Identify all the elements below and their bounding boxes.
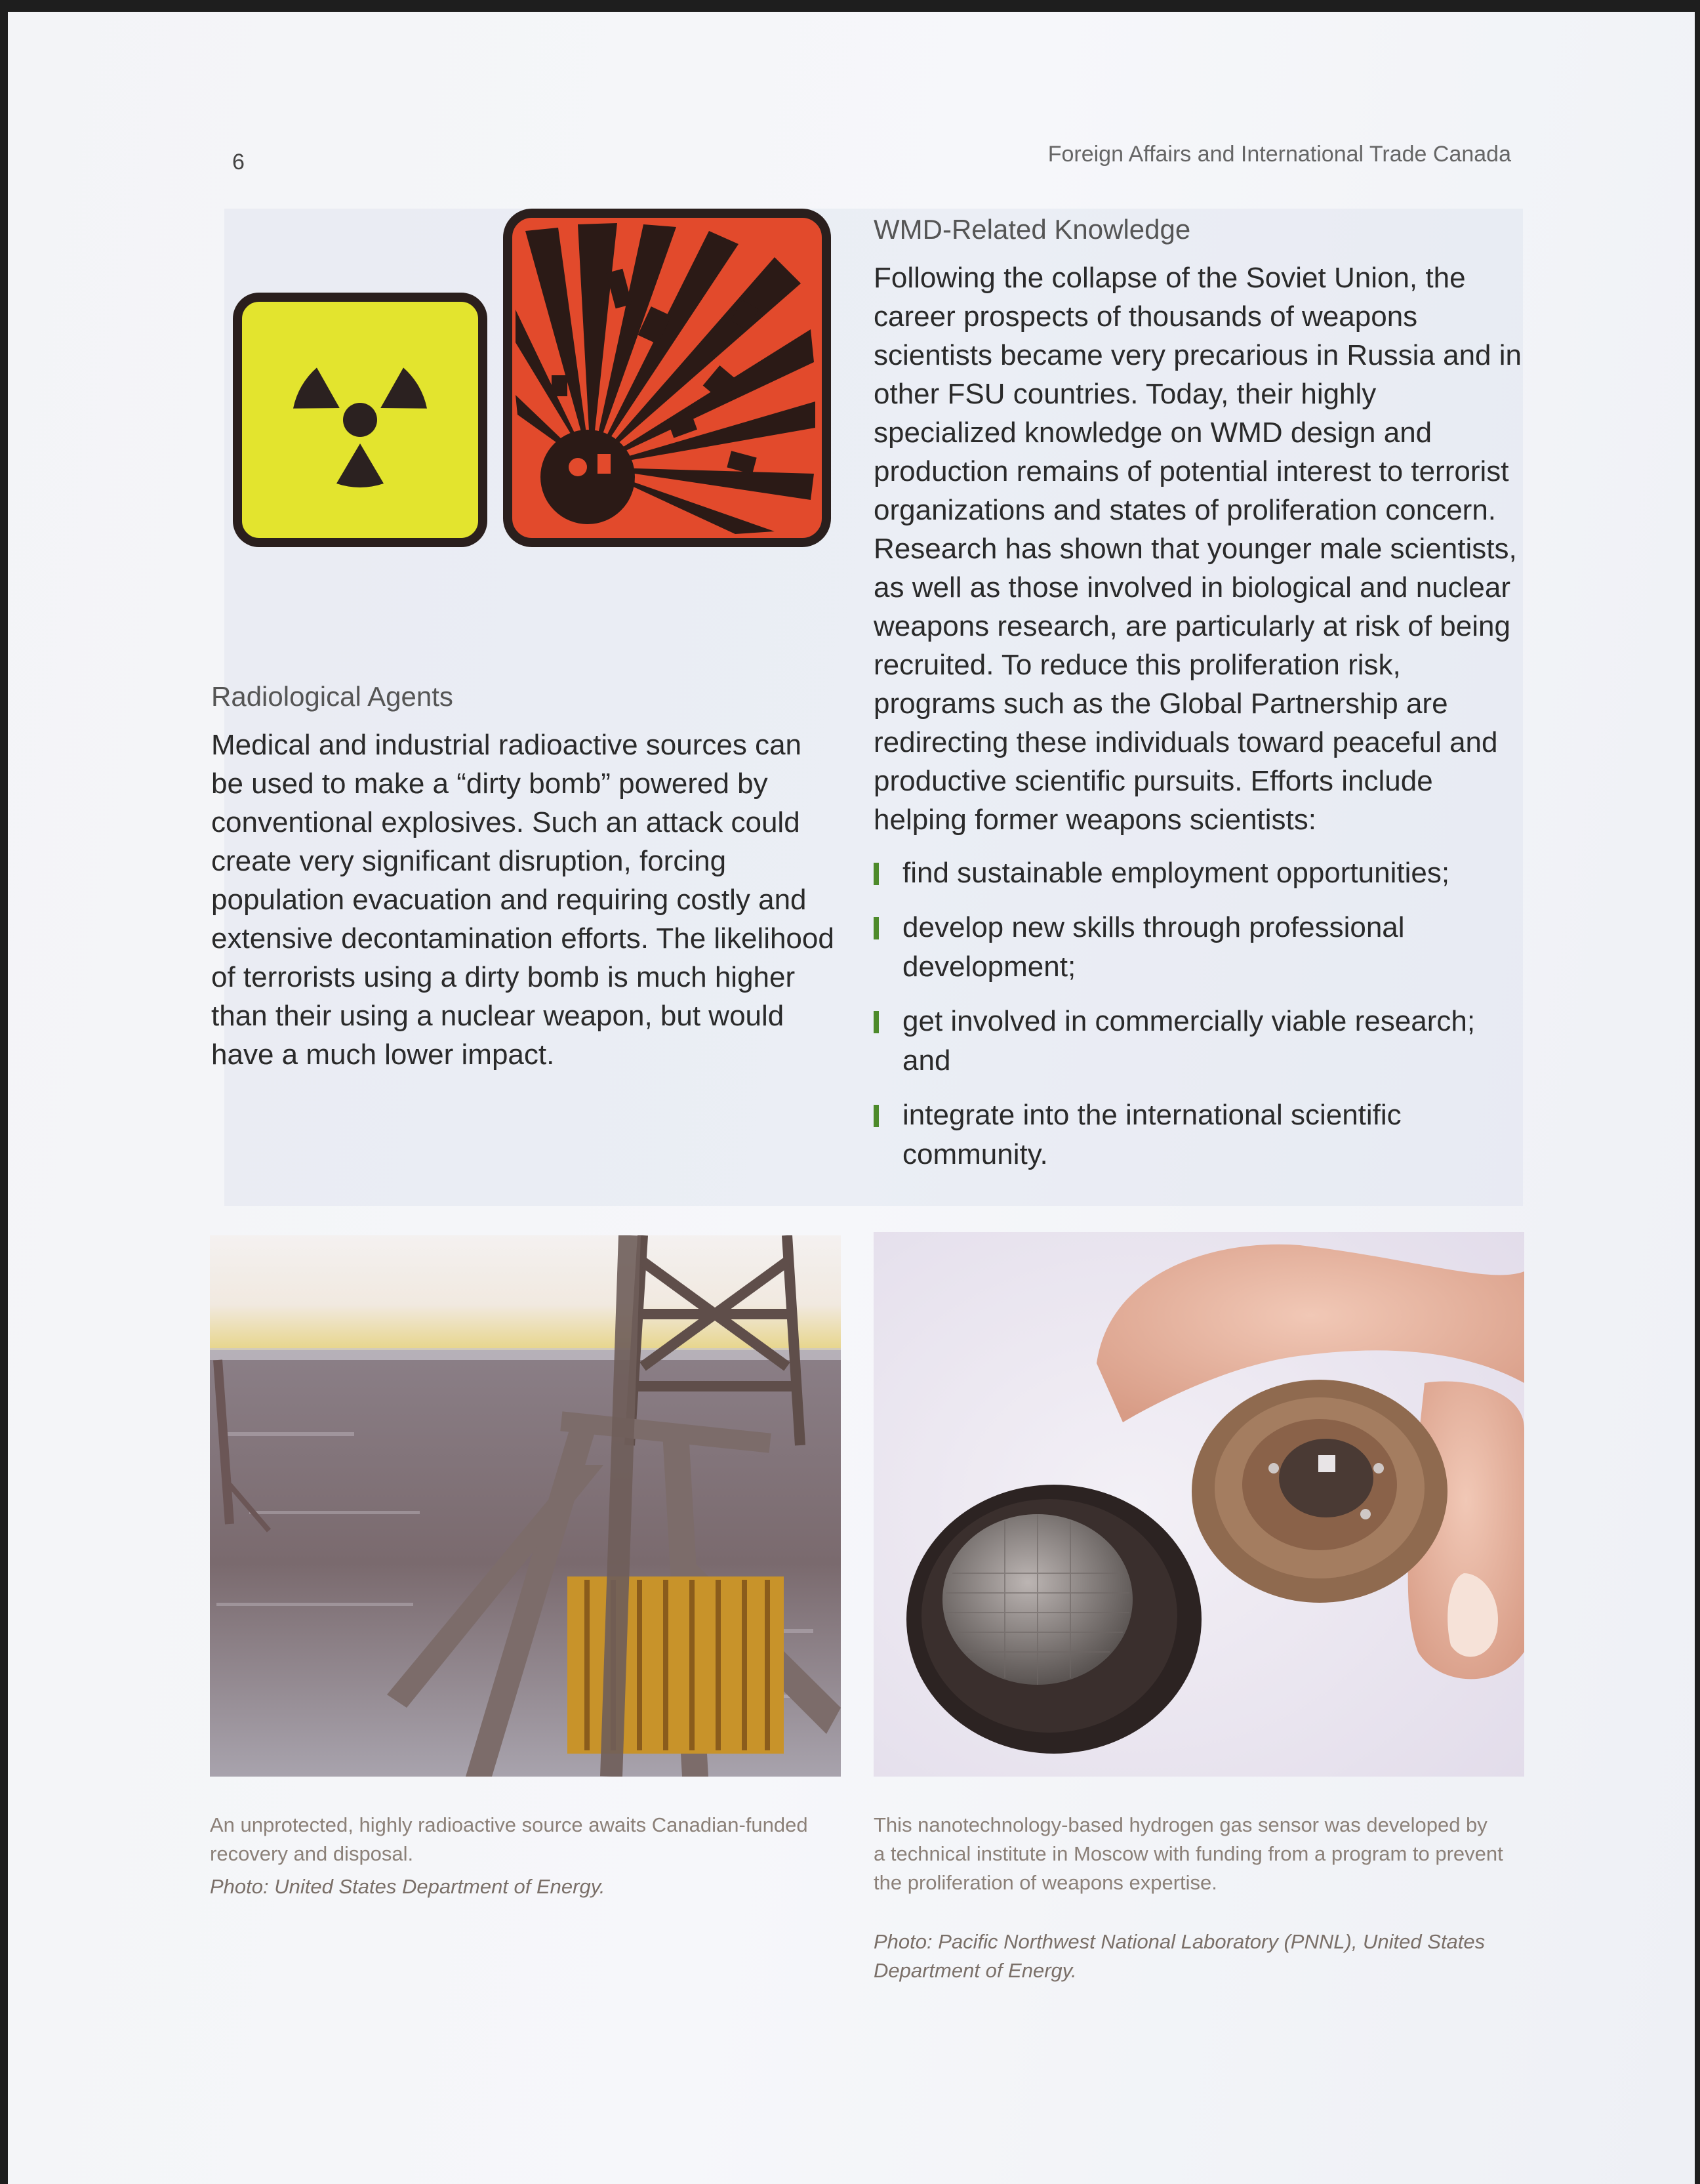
efforts-bullet-list [874, 854, 1523, 1189]
wmd-knowledge-paragraph: Following the collapse of the Soviet Union, the career prospects of thousands of weapons scientists became very precarious in Russia and in other FSU countries. Today, their highly specialized knowledge on WMD design and production remains of potential interest to terrorist organizations and states of proliferation concern. Research has shown that younger male scientists, as well as those involved in biological and nuclear weapons research, are particularly at risk of being recruited. To reduce this proliferation risk, programs such as the Global Partnership are redirecting these individuals toward peaceful and productive scientific pursuits. Efforts include helping former weapons scientists: [874, 262, 1522, 836]
bullet-item [874, 854, 1523, 893]
running-head: Foreign Affairs and International Trade Canada [1047, 142, 1511, 167]
bullet-marker [874, 917, 879, 939]
photo-credit: Photo: Pacific Northwest National Laboratory (PNNL), United States Department of Energy. [874, 1930, 1486, 1982]
document-page [8, 12, 1695, 2184]
photo-caption: This nanotechnology-based hydrogen gas sensor was developed by a technical institute in Moscow with funding from a program to prevent the proliferation of weapons expertise. [874, 1813, 1503, 1894]
bullet-item [874, 1096, 1523, 1174]
bullet-text: find sustainable employment opportunities; [902, 857, 1450, 889]
bullet-text: integrate into the international scientific community. [902, 1099, 1402, 1170]
radiation-hazard-icon [233, 293, 487, 547]
bullet-marker [874, 863, 879, 885]
bullet-text: develop new skills through professional development; [902, 911, 1405, 983]
bullet-item [874, 1002, 1523, 1081]
section-heading-radiological-agents: Radiological Agents [211, 681, 453, 712]
bullet-marker [874, 1011, 879, 1033]
radiological-agents-paragraph: Medical and industrial radioactive sources can be used to make a “dirty bomb” powered by conventional explosives. Such an attack could create very significant disruption, forcing population evacuation and requiring costly and extensive decontamination efforts. The likelihood of terrorists using a dirty bomb is much higher than their using a nuclear weapon, but would have a much lower impact. [211, 729, 834, 1071]
bullet-item [874, 908, 1523, 987]
section-heading-wmd-knowledge: WMD-Related Knowledge [874, 214, 1191, 245]
page-number: 6 [232, 150, 245, 175]
hydrogen-sensor-photo [874, 1232, 1524, 1777]
radioactive-source-photo [210, 1235, 841, 1777]
bullet-text: get involved in commercially viable research; and [902, 1005, 1476, 1077]
bullet-marker [874, 1105, 879, 1127]
photo-caption: An unprotected, highly radioactive source awaits Canadian-funded recovery and disposal. [210, 1813, 808, 1865]
photo-credit: Photo: United States Department of Energy. [210, 1875, 605, 1898]
explosive-hazard-icon [503, 209, 831, 547]
